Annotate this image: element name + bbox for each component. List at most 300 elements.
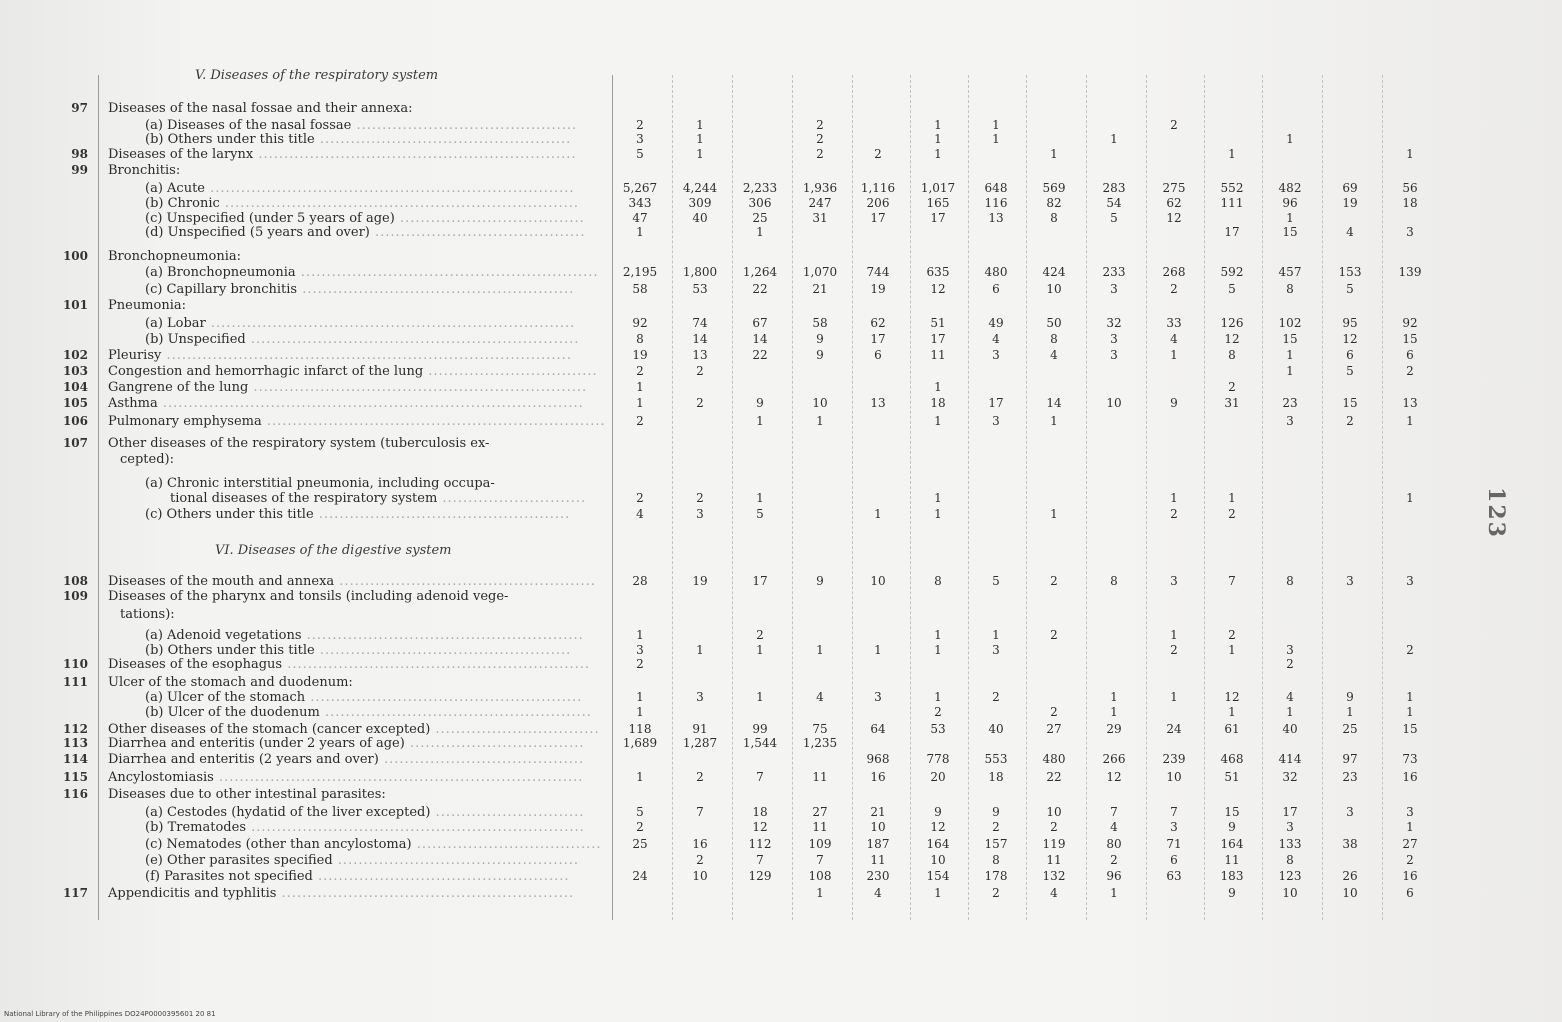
- column-rule: [612, 75, 613, 920]
- row-number: 106: [62, 414, 88, 428]
- table-cell: 10: [1342, 886, 1358, 900]
- leader-dots: .............................: [430, 805, 585, 820]
- page-number: 123: [1482, 487, 1509, 539]
- row-label: [145, 837, 601, 852]
- table-cell: 1: [696, 118, 704, 132]
- table-cell: 1,544: [742, 736, 778, 750]
- row-label-text: Other diseases of the respiratory system (tuberculosis ex-: [108, 436, 490, 451]
- column-rule: [1382, 75, 1383, 920]
- table-cell: 1: [636, 705, 644, 719]
- row-label-text: Pleurisy: [108, 348, 162, 363]
- table-cell: 7: [1110, 805, 1118, 819]
- table-cell: 10: [1166, 770, 1182, 784]
- table-cell: 53: [930, 722, 946, 736]
- leader-dots: ...........................................: [351, 118, 578, 133]
- table-cell: 2: [1406, 643, 1414, 657]
- table-cell: 109: [808, 837, 832, 851]
- row-label: [120, 607, 175, 622]
- table-cell: 18: [988, 770, 1004, 784]
- table-cell: 468: [1220, 752, 1244, 766]
- row-label: [108, 436, 489, 451]
- table-cell: 744: [866, 265, 890, 279]
- table-cell: 1: [636, 396, 644, 410]
- row-label-text: Pulmonary emphysema: [108, 414, 262, 429]
- table-cell: 40: [692, 211, 708, 225]
- table-cell: 14: [752, 332, 768, 346]
- table-cell: 1: [1406, 147, 1414, 161]
- table-cell: 1: [1346, 705, 1354, 719]
- table-cell: 2: [636, 491, 644, 505]
- table-cell: 2: [816, 147, 824, 161]
- row-label-text: Bronchopneumonia:: [108, 249, 242, 264]
- table-cell: 230: [866, 869, 890, 883]
- table-cell: 9: [816, 348, 824, 362]
- table-cell: 1: [874, 643, 882, 657]
- table-cell: 1,287: [682, 736, 718, 750]
- table-cell: 3: [1346, 574, 1354, 588]
- leader-dots: .................................................: [314, 132, 572, 147]
- table-cell: 133: [1278, 837, 1302, 851]
- table-cell: 19: [632, 348, 648, 362]
- leader-dots: .................................................: [313, 507, 571, 522]
- table-cell: 3: [1110, 332, 1118, 346]
- table-cell: 7: [816, 853, 824, 867]
- table-cell: 1: [1170, 348, 1178, 362]
- row-label: [108, 589, 508, 604]
- table-cell: 58: [632, 282, 648, 296]
- table-cell: 13: [692, 348, 708, 362]
- row-label: [108, 396, 584, 411]
- table-cell: 1: [1286, 348, 1294, 362]
- table-cell: 1: [636, 380, 644, 394]
- table-cell: 1: [816, 886, 824, 900]
- table-cell: 95: [1342, 316, 1358, 330]
- row-label: [145, 332, 579, 347]
- leader-dots: ....................................: [394, 211, 585, 226]
- table-cell: 343: [628, 196, 652, 210]
- table-cell: 2: [874, 147, 882, 161]
- table-cell: 75: [812, 722, 828, 736]
- table-cell: 14: [692, 332, 708, 346]
- row-label-text: (d) Unspecified (5 years and over): [145, 225, 370, 240]
- row-label-text: (a) Acute: [145, 181, 205, 196]
- row-label-text: Diseases of the esophagus: [108, 657, 283, 672]
- table-cell: 9: [934, 805, 942, 819]
- table-cell: 23: [1342, 770, 1358, 784]
- table-cell: 1: [1050, 507, 1058, 521]
- row-label: [108, 787, 386, 802]
- table-cell: 2: [934, 705, 942, 719]
- table-cell: 3: [1170, 574, 1178, 588]
- row-number: 107: [62, 436, 88, 450]
- table-cell: 3: [1110, 282, 1118, 296]
- row-label-text: Pneumonia:: [108, 298, 186, 313]
- table-cell: 92: [632, 316, 648, 330]
- table-cell: 17: [752, 574, 768, 588]
- table-cell: 7: [756, 770, 764, 784]
- row-label: [145, 181, 575, 196]
- table-cell: 2: [1406, 364, 1414, 378]
- table-cell: 21: [812, 282, 828, 296]
- column-rule: [968, 75, 969, 920]
- table-cell: 27: [812, 805, 828, 819]
- table-cell: 233: [1102, 265, 1126, 279]
- table-cell: 27: [1402, 837, 1418, 851]
- table-cell: 1: [756, 643, 764, 657]
- row-label-text: Other diseases of the stomach (cancer excepted): [108, 722, 431, 737]
- table-cell: 24: [632, 869, 648, 883]
- table-cell: 6: [874, 348, 882, 362]
- table-cell: 92: [1402, 316, 1418, 330]
- table-cell: 3: [1286, 643, 1294, 657]
- row-number: 102: [62, 348, 88, 362]
- table-cell: 12: [1224, 332, 1240, 346]
- table-cell: 1: [934, 414, 942, 428]
- table-cell: 1: [1286, 132, 1294, 146]
- row-number: 109: [62, 589, 88, 603]
- leader-dots: ..................................................................: [261, 414, 606, 429]
- table-cell: 778: [926, 752, 950, 766]
- row-label: [145, 118, 577, 133]
- table-cell: 25: [1342, 722, 1358, 736]
- footer-credit: National Library of the Philippines DO24P0000395601 20 81: [4, 1010, 216, 1018]
- row-label: [108, 736, 584, 751]
- table-cell: 266: [1102, 752, 1126, 766]
- leader-dots: ................................: [430, 722, 600, 737]
- table-cell: 1: [1286, 705, 1294, 719]
- table-cell: 1: [992, 628, 1000, 642]
- row-label: [108, 147, 577, 162]
- table-cell: 3: [992, 414, 1000, 428]
- table-cell: 5: [1110, 211, 1118, 225]
- column-rule: [672, 75, 673, 920]
- table-cell: 2: [992, 886, 1000, 900]
- section-heading-digestive: VI. Diseases of the digestive system: [215, 543, 452, 558]
- row-label-text: (a) Adenoid vegetations: [145, 628, 302, 643]
- row-label-text: Asthma: [108, 396, 158, 411]
- table-cell: 73: [1402, 752, 1418, 766]
- row-label-text: (a) Bronchopneumonia: [145, 265, 296, 280]
- table-cell: 67: [752, 316, 768, 330]
- table-cell: 1: [756, 491, 764, 505]
- column-rule: [98, 75, 99, 920]
- table-cell: 20: [930, 770, 946, 784]
- table-cell: 1: [934, 507, 942, 521]
- table-cell: 8: [992, 853, 1000, 867]
- row-label: [170, 491, 586, 506]
- row-label-text: Gangrene of the lung: [108, 380, 249, 395]
- table-cell: 19: [692, 574, 708, 588]
- table-cell: 1,017: [920, 181, 956, 195]
- table-cell: 2: [636, 364, 644, 378]
- table-cell: 3: [636, 132, 644, 146]
- table-cell: 2: [1050, 628, 1058, 642]
- row-number: 114: [62, 752, 88, 766]
- table-cell: 112: [748, 837, 772, 851]
- table-cell: 10: [870, 820, 886, 834]
- table-cell: 2: [1228, 628, 1236, 642]
- table-cell: 1: [1170, 690, 1178, 704]
- row-label-text: (b) Chronic: [145, 196, 220, 211]
- table-cell: 2: [1286, 657, 1294, 671]
- table-cell: 1: [696, 147, 704, 161]
- table-cell: 1: [636, 770, 644, 784]
- table-cell: 102: [1278, 316, 1302, 330]
- table-cell: 91: [692, 722, 708, 736]
- row-number: 113: [62, 736, 88, 750]
- table-cell: 968: [866, 752, 890, 766]
- table-cell: 96: [1106, 869, 1122, 883]
- leader-dots: .......................................................................: [205, 181, 575, 196]
- table-cell: 8: [636, 332, 644, 346]
- table-cell: 1: [1110, 886, 1118, 900]
- table-cell: 1: [1110, 705, 1118, 719]
- table-cell: 2,233: [742, 181, 778, 195]
- table-cell: 1: [934, 147, 942, 161]
- table-cell: 1: [992, 132, 1000, 146]
- table-cell: 1: [1228, 491, 1236, 505]
- table-cell: 3: [1110, 348, 1118, 362]
- table-cell: 2: [696, 491, 704, 505]
- table-cell: 9: [1170, 396, 1178, 410]
- table-cell: 16: [1402, 770, 1418, 784]
- table-cell: 1,235: [802, 736, 838, 750]
- table-cell: 17: [1224, 225, 1240, 239]
- row-label: [145, 211, 585, 226]
- section-heading-respiratory: V. Diseases of the respiratory system: [195, 68, 439, 83]
- row-label-text: (f) Parasites not specified: [145, 869, 313, 884]
- row-label: [145, 805, 584, 820]
- table-cell: 1: [1110, 690, 1118, 704]
- row-number: 97: [71, 101, 88, 115]
- table-cell: 17: [870, 332, 886, 346]
- table-cell: 32: [1106, 316, 1122, 330]
- table-cell: 1,116: [860, 181, 896, 195]
- row-label: [108, 770, 583, 785]
- table-cell: 1: [934, 643, 942, 657]
- table-cell: 51: [1224, 770, 1240, 784]
- row-number: 99: [71, 163, 88, 177]
- table-cell: 153: [1338, 265, 1362, 279]
- table-cell: 126: [1220, 316, 1244, 330]
- leader-dots: ......................................................: [301, 628, 584, 643]
- table-cell: 3: [992, 348, 1000, 362]
- table-cell: 31: [1224, 396, 1240, 410]
- leader-dots: .....................................................................: [219, 196, 580, 211]
- table-cell: 3: [696, 690, 704, 704]
- table-cell: 239: [1162, 752, 1186, 766]
- row-number: 108: [62, 574, 88, 588]
- table-cell: 2: [636, 414, 644, 428]
- table-cell: 2: [1170, 118, 1178, 132]
- table-cell: 12: [930, 282, 946, 296]
- table-cell: 7: [1228, 574, 1236, 588]
- table-cell: 17: [1282, 805, 1298, 819]
- table-cell: 82: [1046, 196, 1062, 210]
- leader-dots: ..................................................................................: [157, 396, 584, 411]
- table-cell: 1: [934, 690, 942, 704]
- table-cell: 1: [1050, 414, 1058, 428]
- row-label-text: Ancylostomiasis: [108, 770, 214, 785]
- leader-dots: ..............................................................: [253, 147, 577, 162]
- table-cell: 4: [1050, 886, 1058, 900]
- row-label-text: (a) Lobar: [145, 316, 206, 331]
- table-cell: 22: [752, 348, 768, 362]
- table-cell: 268: [1162, 265, 1186, 279]
- row-label: [145, 476, 495, 491]
- row-label-text: Diarrhea and enteritis (under 2 years of age): [108, 736, 405, 751]
- table-cell: 12: [930, 820, 946, 834]
- table-cell: 2: [1050, 705, 1058, 719]
- row-label: [145, 820, 585, 835]
- row-label: [108, 414, 606, 429]
- table-cell: 97: [1342, 752, 1358, 766]
- row-label: [108, 364, 598, 379]
- table-cell: 1: [756, 225, 764, 239]
- table-cell: 17: [930, 211, 946, 225]
- table-cell: 17: [930, 332, 946, 346]
- table-cell: 2: [1228, 380, 1236, 394]
- table-cell: 32: [1282, 770, 1298, 784]
- table-cell: 1: [934, 132, 942, 146]
- table-cell: 47: [632, 211, 648, 225]
- table-cell: 6: [992, 282, 1000, 296]
- table-cell: 96: [1282, 196, 1298, 210]
- table-cell: 7: [1170, 805, 1178, 819]
- table-cell: 183: [1220, 869, 1244, 883]
- row-label-text: Diseases of the mouth and annexa: [108, 574, 335, 589]
- row-label-text: Diseases of the larynx: [108, 147, 254, 162]
- table-cell: 1: [756, 414, 764, 428]
- table-cell: 50: [1046, 316, 1062, 330]
- table-cell: 123: [1278, 869, 1302, 883]
- table-cell: 10: [1046, 805, 1062, 819]
- row-label: [108, 722, 600, 737]
- table-cell: 4: [1286, 690, 1294, 704]
- table-cell: 2: [816, 132, 824, 146]
- table-cell: 1: [1406, 820, 1414, 834]
- table-cell: 119: [1042, 837, 1066, 851]
- table-cell: 10: [1282, 886, 1298, 900]
- row-number: 112: [62, 722, 88, 736]
- table-cell: 9: [816, 332, 824, 346]
- table-cell: 26: [1342, 869, 1358, 883]
- leader-dots: .................................................................: [248, 380, 588, 395]
- table-cell: 5: [756, 507, 764, 521]
- table-cell: 9: [816, 574, 824, 588]
- row-label: [145, 225, 585, 240]
- table-cell: 4: [992, 332, 1000, 346]
- table-cell: 25: [632, 837, 648, 851]
- table-cell: 1: [756, 690, 764, 704]
- row-label-text: Diseases of the pharynx and tonsils (including adenoid vege-: [108, 589, 509, 604]
- table-cell: 1: [1228, 643, 1236, 657]
- row-label: [145, 628, 584, 643]
- row-label: [108, 249, 241, 264]
- row-label: [108, 657, 590, 672]
- table-cell: 10: [812, 396, 828, 410]
- table-cell: 2: [992, 690, 1000, 704]
- table-cell: 129: [748, 869, 772, 883]
- table-cell: 13: [870, 396, 886, 410]
- table-cell: 33: [1166, 316, 1182, 330]
- table-cell: 635: [926, 265, 950, 279]
- row-label-text: (a) Ulcer of the stomach: [145, 690, 306, 705]
- table-cell: 11: [930, 348, 946, 362]
- table-cell: 2: [696, 396, 704, 410]
- table-cell: 15: [1402, 332, 1418, 346]
- row-label-text: Ulcer of the stomach and duodenum:: [108, 675, 353, 690]
- leader-dots: .........................................: [369, 225, 586, 240]
- row-label: [108, 752, 584, 767]
- row-label: [145, 869, 570, 884]
- table-cell: 1,070: [802, 265, 838, 279]
- table-cell: 3: [1406, 574, 1414, 588]
- table-cell: 3: [1406, 805, 1414, 819]
- table-cell: 5,267: [622, 181, 658, 195]
- table-cell: 1: [636, 225, 644, 239]
- table-cell: 49: [988, 316, 1004, 330]
- table-cell: 553: [984, 752, 1008, 766]
- table-cell: 457: [1278, 265, 1302, 279]
- table-cell: 178: [984, 869, 1008, 883]
- row-number: 110: [62, 657, 88, 671]
- leader-dots: .................................: [423, 364, 598, 379]
- table-cell: 1: [934, 380, 942, 394]
- table-cell: 5: [992, 574, 1000, 588]
- table-cell: 1: [934, 491, 942, 505]
- table-cell: 13: [1402, 396, 1418, 410]
- row-label-text: Congestion and hemorrhagic infarct of the lung: [108, 364, 424, 379]
- table-cell: 80: [1106, 837, 1122, 851]
- table-cell: 9: [1228, 886, 1236, 900]
- table-cell: 2: [816, 118, 824, 132]
- table-cell: 2: [1050, 820, 1058, 834]
- row-number: 103: [62, 364, 88, 378]
- row-label: [108, 380, 587, 395]
- table-cell: 25: [752, 211, 768, 225]
- table-cell: 1: [1170, 491, 1178, 505]
- table-cell: 480: [984, 265, 1008, 279]
- table-cell: 2: [1406, 853, 1414, 867]
- table-cell: 1,936: [802, 181, 838, 195]
- table-cell: 157: [984, 837, 1008, 851]
- table-cell: 1: [874, 507, 882, 521]
- row-label: [108, 163, 180, 178]
- row-label-text: (b) Unspecified: [145, 332, 246, 347]
- table-cell: 3: [1286, 414, 1294, 428]
- table-cell: 2: [696, 770, 704, 784]
- table-cell: 10: [692, 869, 708, 883]
- table-cell: 118: [628, 722, 652, 736]
- table-cell: 206: [866, 196, 890, 210]
- column-rule: [910, 75, 911, 920]
- table-cell: 15: [1224, 805, 1240, 819]
- table-cell: 1: [934, 118, 942, 132]
- leader-dots: .......................................................................: [213, 770, 584, 785]
- table-cell: 116: [984, 196, 1008, 210]
- table-cell: 10: [1046, 282, 1062, 296]
- table-cell: 31: [812, 211, 828, 225]
- table-cell: 1: [1110, 132, 1118, 146]
- table-cell: 480: [1042, 752, 1066, 766]
- table-cell: 40: [988, 722, 1004, 736]
- table-cell: 552: [1220, 181, 1244, 195]
- table-cell: 10: [930, 853, 946, 867]
- table-cell: 22: [752, 282, 768, 296]
- table-cell: 306: [748, 196, 772, 210]
- column-rule: [792, 75, 793, 920]
